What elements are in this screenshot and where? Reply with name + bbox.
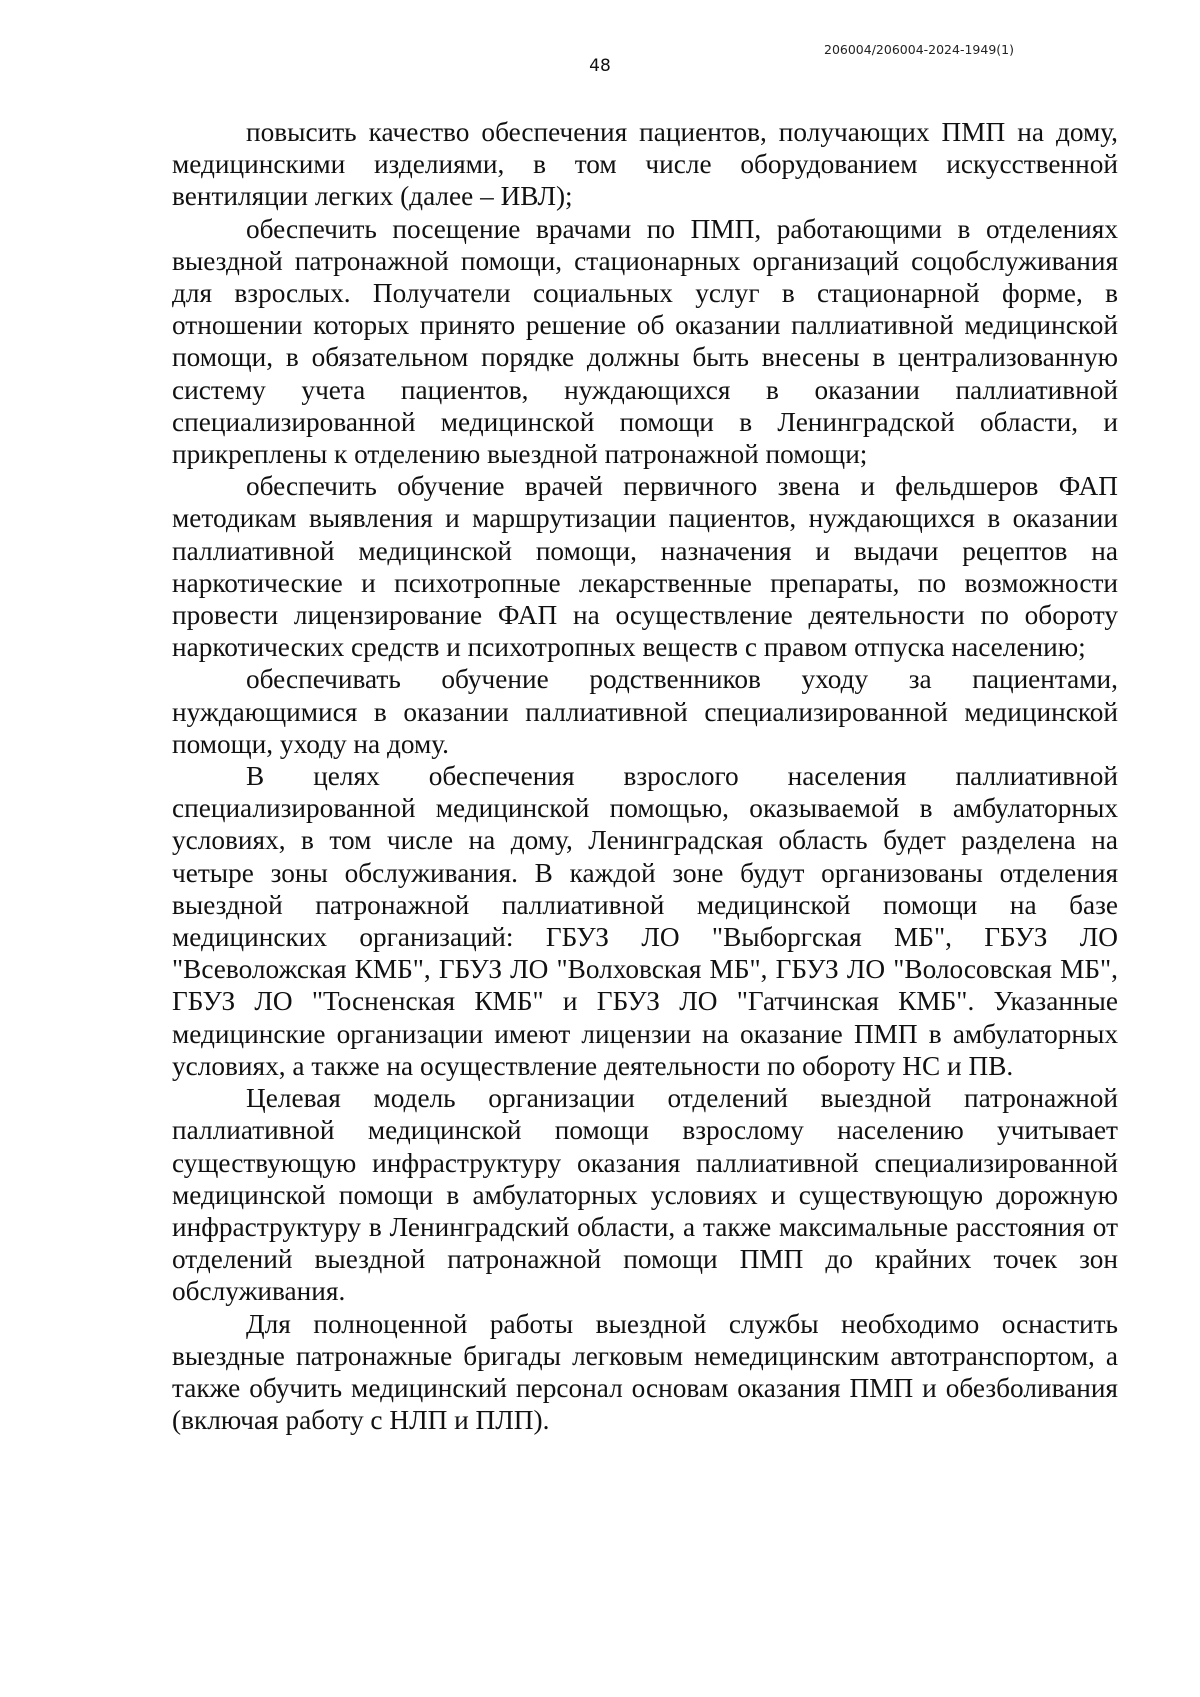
paragraph: Для полноценной работы выездной службы необходимо оснастить выездные патронажные бригады легковым немедицинским автотранспортом, а также обучить медицинский персонал основам оказания ПМП и обезболивания (включая работу с НЛП и ПЛП).	[172, 1308, 1118, 1436]
paragraph: обеспечить посещение врачами по ПМП, работающими в отделениях выездной патронажной помощи, стационарных организаций соцобслуживания для взрослых. Получатели социальных услуг в стационарной форме, в отношении которых принято решение об оказании паллиативной медицинской помощи, в обязательном порядке должны быть внесены в централизованную систему учета пациентов, нуждающихся в оказании паллиативной специализированной медицинской помощи в Ленинградской области, и прикреплены к отделению выездной патронажной помощи;	[172, 213, 1118, 470]
paragraph: Целевая модель организации отделений выездной патронажной паллиативной медицинской помощи взрослому населению учитывает существующую инфраструктуру оказания паллиативной специализированной медицинской помощи в амбулаторных условиях и существующую дорожную инфраструктуру в Ленинградский области, а также максимальные расстояния от отделений выездной патронажной помощи ПМП до крайних точек зон обслуживания.	[172, 1083, 1118, 1307]
paragraph: повысить качество обеспечения пациентов, получающих ПМП на дому, медицинскими изделиями, в том числе оборудованием искусственной вентиляции легких (далее – ИВЛ);	[172, 117, 1118, 212]
paragraph: обеспечивать обучение родственников уходу за пациентами, нуждающимися в оказании паллиативной специализированной медицинской помощи, уходу на дому.	[172, 664, 1118, 759]
document-body	[172, 116, 1118, 1436]
paragraph: В целях обеспечения взрослого населения паллиативной специализированной медицинской помощью, оказываемой в амбулаторных условиях, в том числе на дому, Ленинградская область будет разделена на четыре зоны обслуживания. В каждой зоне будут организованы отделения выездной патронажной паллиативной медицинской помощи на базе медицинских организаций: ГБУЗ ЛО "Выборгская МБ", ГБУЗ ЛО "Всеволожская КМБ", ГБУЗ ЛО "Волховская МБ", ГБУЗ ЛО "Волосовская МБ", ГБУЗ ЛО "Тосненская КМБ" и ГБУЗ ЛО "Гатчинская КМБ". Указанные медицинские организации имеют лицензии на оказание ПМП в амбулаторных условиях, а также на осуществление деятельности по обороту НС и ПВ.	[172, 761, 1118, 1081]
document-id: 206004/206004-2024-1949(1)	[824, 42, 1014, 57]
page-number: 48	[589, 56, 611, 76]
paragraph: обеспечить обучение врачей первичного звена и фельдшеров ФАП методикам выявления и маршрутизации пациентов, нуждающихся в оказании паллиативной медицинской помощи, назначения и выдачи рецептов на наркотические и психотропные лекарственные препараты, по возможности провести лицензирование ФАП на осуществление деятельности по обороту наркотических средств и психотропных веществ с правом отпуска населению;	[172, 471, 1118, 663]
